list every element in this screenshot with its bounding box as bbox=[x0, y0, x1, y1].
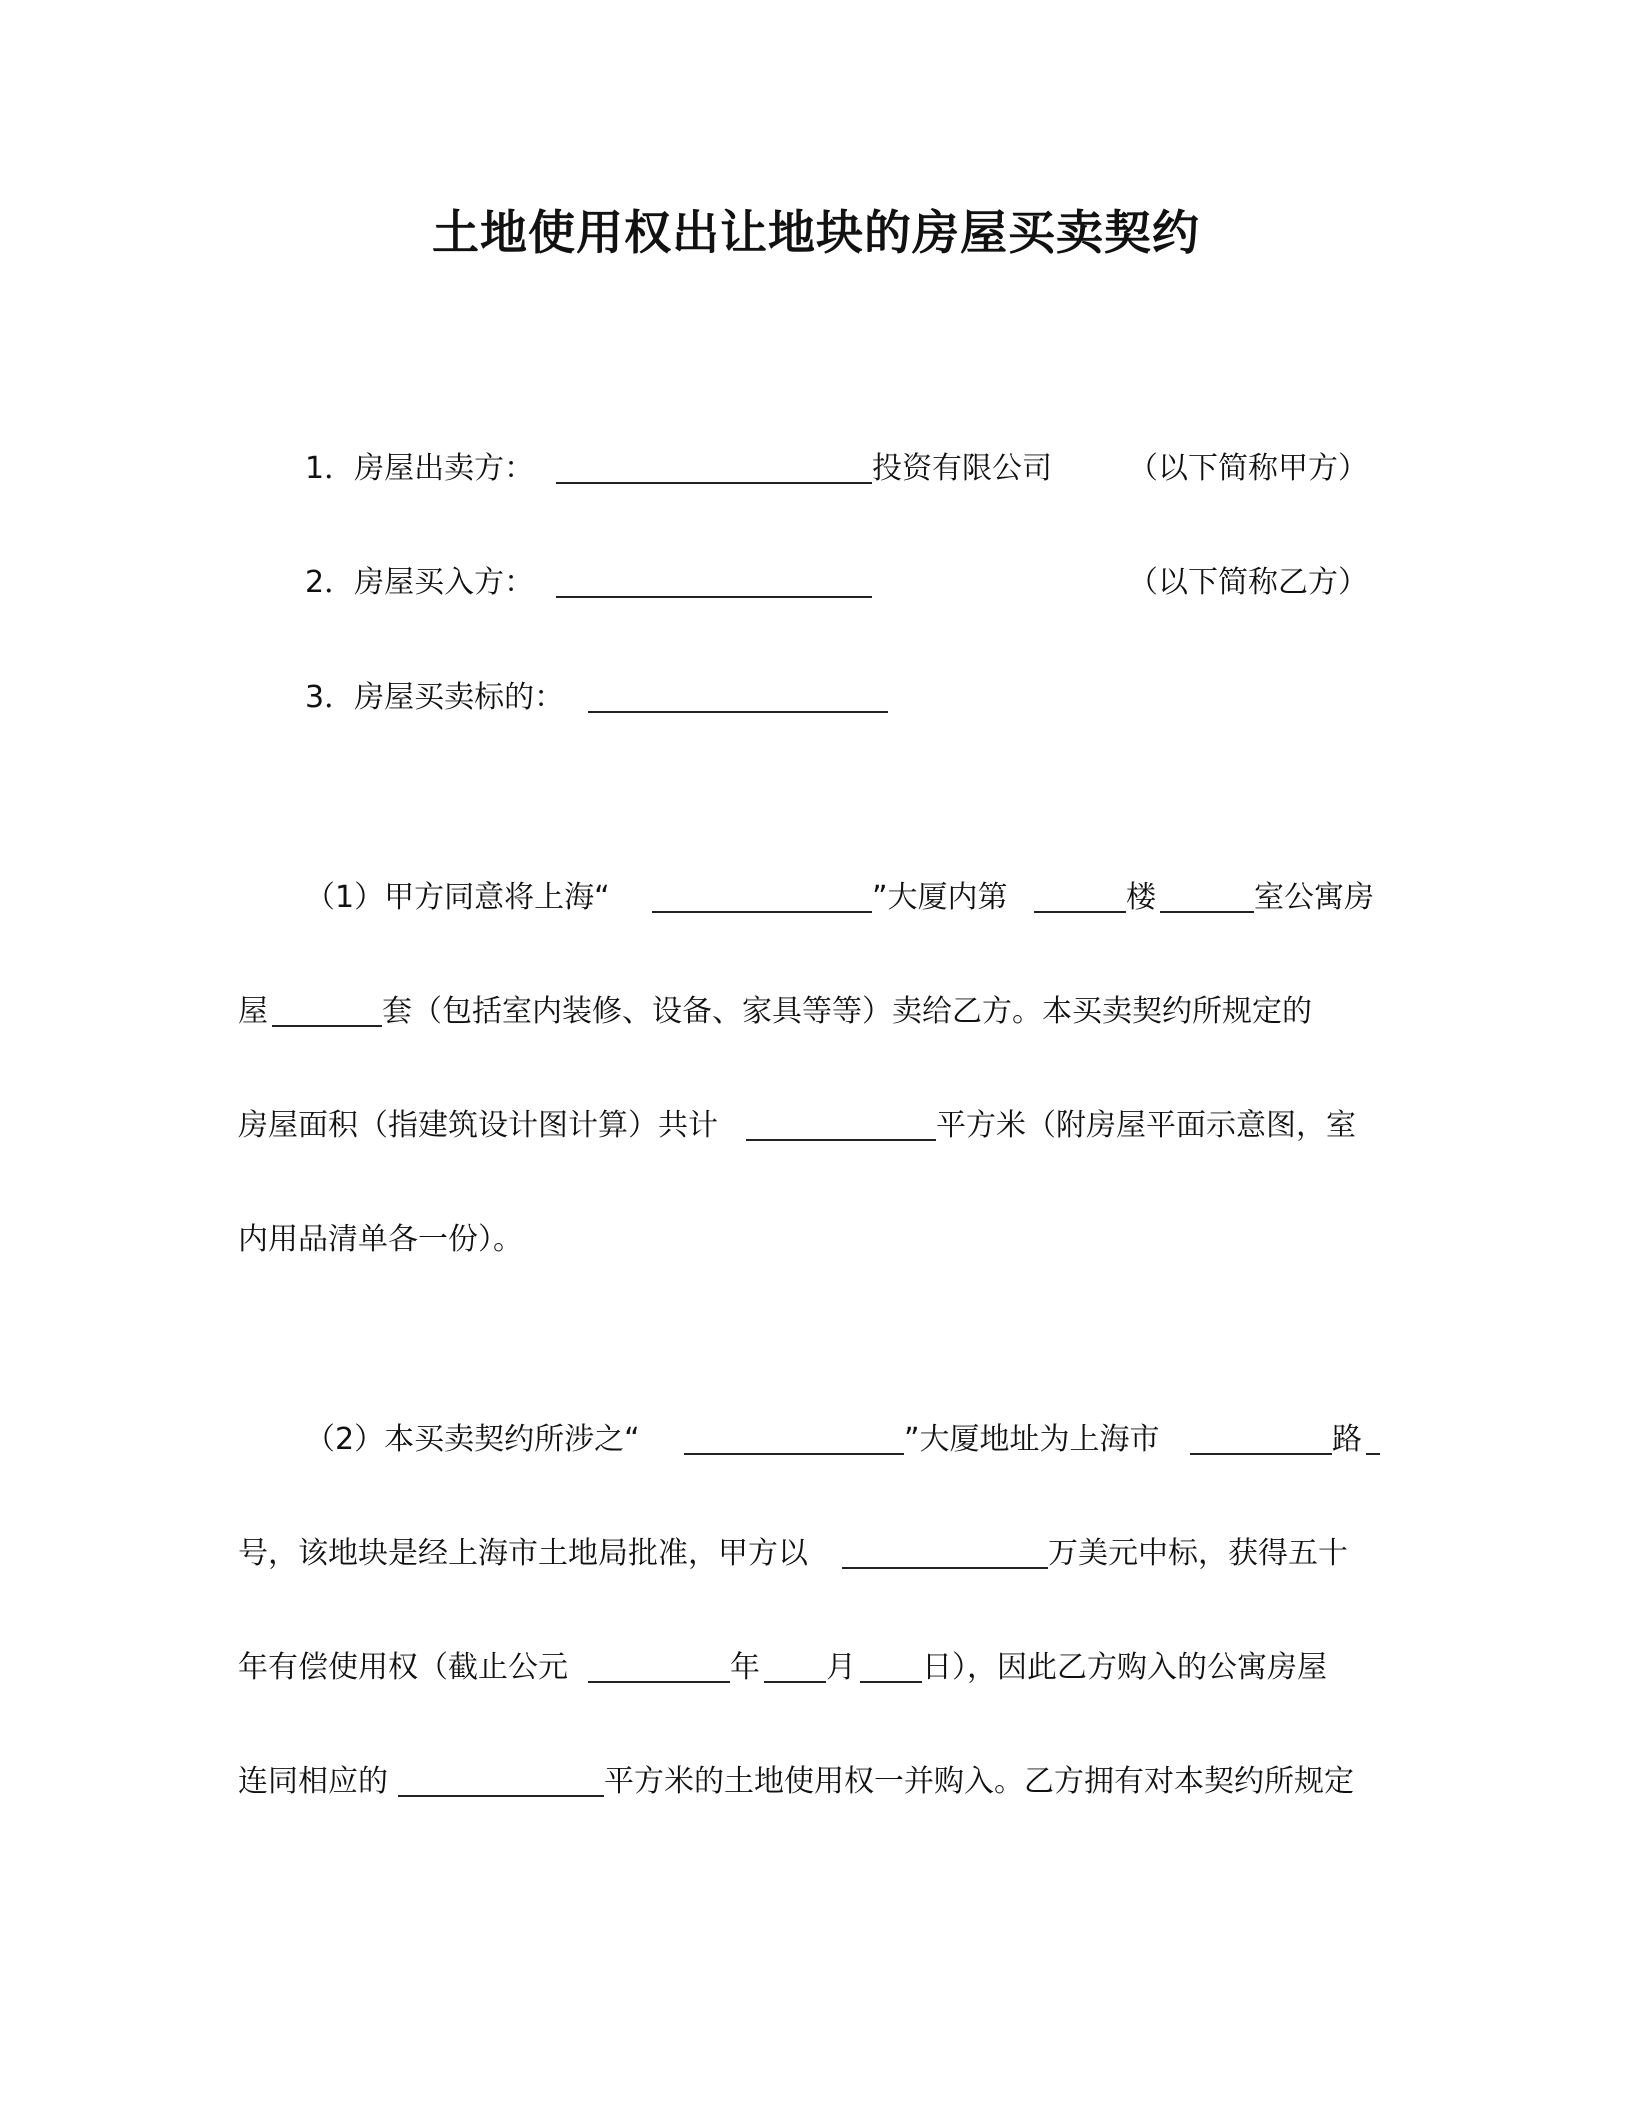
clause2-text: 号，该地块是经上海市土地局批准，甲方以 bbox=[238, 1536, 808, 1571]
unit-count-blank bbox=[272, 987, 382, 1027]
clause2-text: （2）本买卖契约所涉之“ bbox=[305, 1422, 640, 1457]
clause2-text: 连同相应的 bbox=[238, 1764, 388, 1799]
clause2-text: 平方米的土地使用权一并购入。乙方拥有对本契约所规定 bbox=[604, 1764, 1354, 1799]
clause1-text: 套（包括室内装修、设备、家具等等）卖给乙方。本买卖契约所规定的 bbox=[382, 994, 1312, 1029]
object-label: 3．房屋买卖标的： bbox=[305, 680, 565, 715]
clause1-line1 bbox=[0, 873, 1632, 923]
buyer-line bbox=[0, 558, 1632, 608]
seller-label: 1．房屋出卖方： bbox=[305, 451, 535, 486]
buyer-name-blank bbox=[556, 558, 872, 598]
seller-suffix: 投资有限公司 bbox=[872, 451, 1052, 486]
clause2-text: 日），因此乙方购入的公寓房屋 bbox=[922, 1650, 1327, 1685]
object-blank bbox=[588, 673, 888, 713]
seller-line bbox=[0, 444, 1632, 494]
land-area-blank bbox=[398, 1757, 604, 1797]
clause2-text: 路 bbox=[1332, 1422, 1362, 1457]
buyer-label: 2．房屋买入方： bbox=[305, 565, 535, 600]
floor-blank bbox=[1034, 873, 1126, 913]
clause1-text: （1）甲方同意将上海“ bbox=[305, 880, 610, 915]
day-blank bbox=[860, 1643, 922, 1683]
year-blank bbox=[588, 1643, 730, 1683]
clause1-text: 室公寓房 bbox=[1254, 880, 1374, 915]
clause2-line2 bbox=[0, 1529, 1632, 1579]
month-blank bbox=[764, 1643, 826, 1683]
clause1-text: 房屋面积（指建筑设计图计算）共计 bbox=[238, 1108, 718, 1143]
building-name-blank bbox=[652, 873, 872, 913]
room-blank bbox=[1160, 873, 1254, 913]
number-blank bbox=[1366, 1415, 1380, 1455]
clause1-line3 bbox=[0, 1101, 1632, 1151]
clause2-line3 bbox=[0, 1643, 1632, 1693]
clause2-text: 万美元中标，获得五十 bbox=[1048, 1536, 1348, 1571]
object-line bbox=[0, 673, 1632, 723]
clause1-text: 平方米（附房屋平面示意图，室 bbox=[936, 1108, 1356, 1143]
clause1-line2 bbox=[0, 987, 1632, 1037]
clause2-text: 年 bbox=[730, 1650, 760, 1685]
road-blank bbox=[1190, 1415, 1332, 1455]
clause2-text: 月 bbox=[826, 1650, 856, 1685]
clause2-text: ”大厦地址为上海市 bbox=[904, 1422, 1160, 1457]
clause1-text: 内用品清单各一份）。 bbox=[238, 1222, 523, 1257]
clause2-line4 bbox=[0, 1757, 1632, 1807]
clause2-line1 bbox=[0, 1415, 1632, 1465]
buyer-alias: （以下简称乙方） bbox=[1128, 565, 1368, 600]
clause2-text: 年有偿使用权（截止公元 bbox=[238, 1650, 568, 1685]
clause1-line4 bbox=[0, 1215, 1632, 1265]
floor-area-blank bbox=[746, 1101, 936, 1141]
building-name-blank bbox=[684, 1415, 904, 1455]
clause1-text: ”大厦内第 bbox=[872, 880, 1008, 915]
bid-amount-blank bbox=[842, 1529, 1048, 1569]
clause1-text: 屋 bbox=[238, 994, 268, 1029]
seller-alias: （以下简称甲方） bbox=[1128, 451, 1368, 486]
clause1-text: 楼 bbox=[1126, 880, 1156, 915]
document-title: 土地使用权出让地块的房屋买卖契约 bbox=[432, 206, 1200, 261]
seller-name-blank bbox=[556, 444, 872, 484]
